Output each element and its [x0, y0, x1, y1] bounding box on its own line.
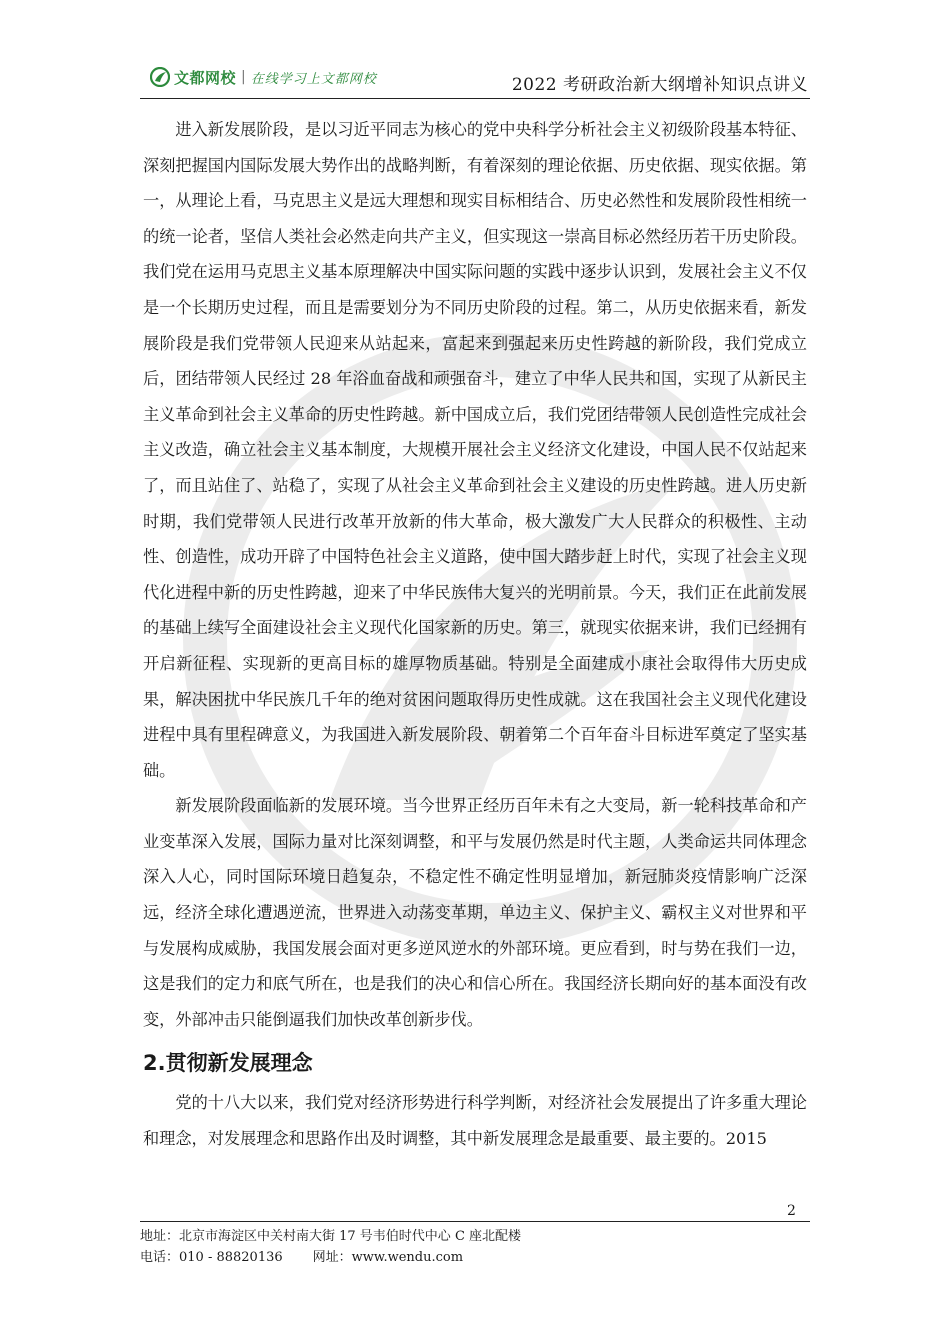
footer-phone: 电话：010 - 88820136: [140, 1250, 283, 1265]
logo-separator: |: [241, 69, 246, 85]
footer-address: 地址：北京市海淀区中关村南大街 17 号韦伯时代中心 C 座北配楼: [140, 1229, 522, 1244]
body-paragraph: 新发展阶段面临新的发展环境。当今世界正经历百年未有之大变局，新一轮科技革命和产业变革深入发展，国际力量对比深刻调整，和平与发展仍然是时代主题，人类命运共同体理念深入人心，同时国际环境日趋复杂，不稳定性不确定性明显增加，新冠肺炎疫情影响广泛深远，经济全球化遭遇逆流，世界进入动荡变革期，单边主义、保护主义、霸权主义对世界和平与发展构成威胁，我国发展会面对更多逆风逆水的外部环境。更应看到，时与势在我们一边，这是我们的定力和底气所在，也是我们的决心和信心所在。我国经济长期向好的基本面没有改变，外部冲击只能倒逼我们加快改革创新步伐。: [143, 796, 807, 1029]
body-paragraph: 进入新发展阶段，是以习近平同志为核心的党中央科学分析社会主义初级阶段基本特征、深刻把握国内国际发展大势作出的战略判断，有着深刻的理论依据、历史依据、现实依据。第一，从理论上看，马克思主义是远大理想和现实目标相结合、历史必然性和发展阶段性相统一的统一论者，坚信人类社会必然走向共产主义，但实现这一崇高目标必然经历若干历史阶段。我们党在运用马克思主义基本原理解决中国实际问题的实践中逐步认识到，发展社会主义不仅是一个长期历史过程，而且是需要划分为不同历史阶段的过程。第二，从历史依据来看，新发展阶段是我们党带领人民迎来从站起来，富起来到强起来历史性跨越的新阶段，我们党成立后，团结带领人民经过 28 年浴血奋战和顽强奋斗，建立了中华人民共和国，实现了从新民主主义革命到社会主义革命的历史性跨越。新中国成立后，我们党团结带领人民创造性完成社会主义改造，确立社会主义基本制度，大规模开展社会主义经济文化建设，中国人民不仅站起来了，而且站住了、站稳了，实现了从社会主义革命到社会主义建设的历史性跨越。进人历史新时期，我们党带领人民进行改革开放新的伟大革命，极大激发广大人民群众的积极性、主动性、创造性，成功开辟了中国特色社会主义道路，使中国大踏步赶上时代，实现了社会主义现代化进程中新的历史性跨越，迎来了中华民族伟大复兴的光明前景。今天，我们正在此前发展的基础上续写全面建设社会主义现代化国家新的历史。第三，就现实依据来讲，我们已经拥有开启新征程、实现新的更高目标的雄厚物质基础。特别是全面建成小康社会取得伟大历史成果，解决困扰中华民族几千年的绝对贫困问题取得历史性成就。这在我国社会主义现代化建设进程中具有里程碑意义，为我国进入新发展阶段、朝着第二个百年奋斗目标进军奠定了坚实基础。: [143, 120, 807, 780]
page-footer: [140, 1221, 810, 1268]
logo-brand-text: 文都网校: [174, 68, 237, 87]
page-number: 2: [787, 1203, 796, 1219]
logo-slogan: 在线学习上文都网校: [250, 71, 377, 87]
document-title: 2022 考研政治新大纲增补知识点讲义: [511, 75, 808, 95]
body-paragraph: 党的十八大以来，我们党对经济形势进行科学判断，对经济社会发展提出了许多重大理论和理念，对发展理念和思路作出及时调整，其中新发展理念是最重要、最主要的。2015: [143, 1093, 807, 1149]
footer-website: 网址：www.wendu.com: [312, 1250, 464, 1265]
wendu-logo-icon: [150, 67, 170, 87]
page-header: [140, 62, 810, 99]
brand-logo: [150, 64, 377, 90]
section-heading: 2.贯彻新发展理念: [143, 1051, 313, 1076]
footer-contact-row: [140, 1247, 810, 1268]
document-body: [143, 112, 807, 1157]
